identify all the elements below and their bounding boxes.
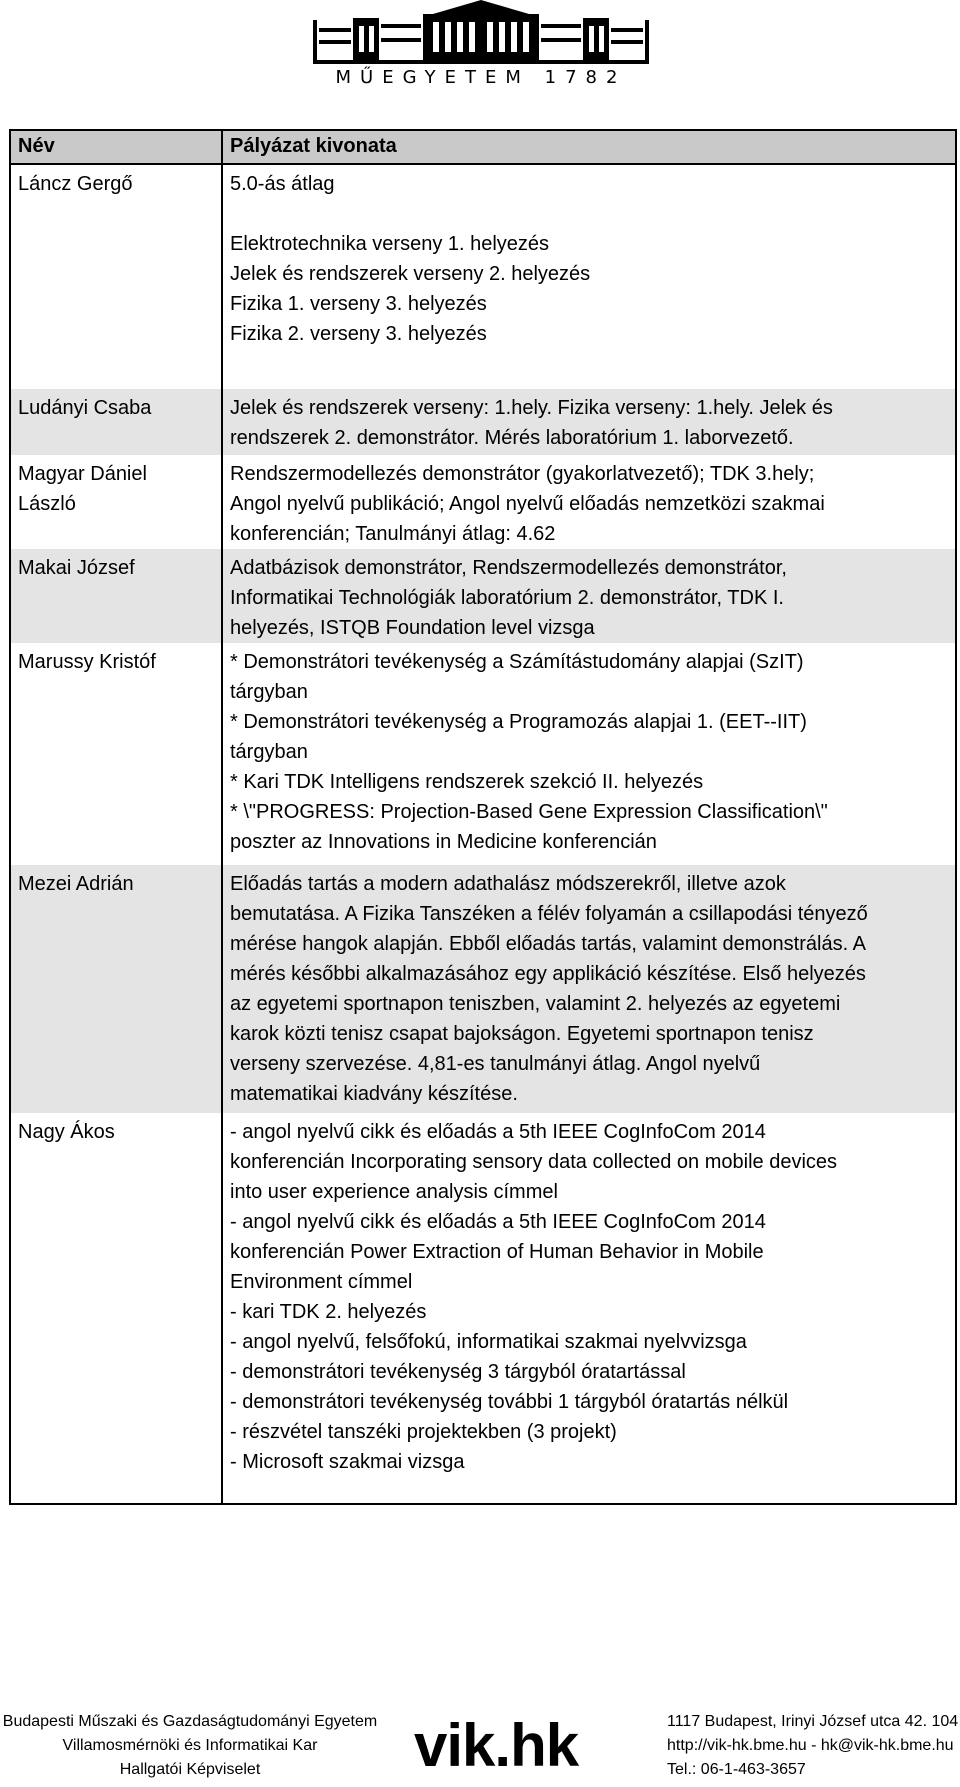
footer: [0, 1710, 960, 1787]
applicant-name-line: Ludányi Csaba: [18, 397, 152, 419]
summary-line: konferencián Incorporating sensory data collected on mobile devices: [230, 1151, 838, 1173]
summary-line: matematikai kiadvány készítése.: [230, 1083, 518, 1105]
summary-line: - részvétel tanszéki projektekben (3 projekt): [230, 1421, 617, 1443]
building-emblem-icon: [313, 0, 649, 66]
application-summary: [222, 643, 956, 865]
table-header-row: [10, 130, 956, 164]
summary-line: Jelek és rendszerek verseny: 1.hely. Fizika verseny: 1.hely. Jelek és: [230, 397, 833, 419]
table-row: [10, 549, 956, 643]
footer-contact: [667, 1710, 960, 1782]
applicant-name-line: László: [18, 493, 76, 515]
summary-line: - Microsoft szakmai vizsga: [230, 1451, 465, 1473]
summary-line: bemutatása. A Fizika Tanszéken a félév folyamán a csillapodási tényező: [230, 903, 868, 925]
table-row: [10, 1113, 956, 1504]
summary-line: karok közti tenisz csapat bajokságon. Egyetemi sportnapon tenisz: [230, 1023, 814, 1045]
header-summary: Pályázat kivonata: [222, 130, 956, 164]
table-row: [10, 389, 956, 455]
summary-line: konferencián; Tanulmányi átlag: 4.62: [230, 523, 556, 545]
application-summary: [222, 865, 956, 1113]
footer-logo: vik.hk: [414, 1712, 579, 1779]
summary-line: * Demonstrátori tevékenység a Programozás alapjai 1. (EET--IIT): [230, 711, 807, 733]
summary-line: - demonstrátori tevékenység 3 tárgyból óratartással: [230, 1361, 686, 1383]
summary-line: - angol nyelvű, felsőfokú, informatikai szakmai nyelvvizsga: [230, 1331, 747, 1353]
applicant-name-line: Mezei Adrián: [18, 873, 134, 895]
footer-web-email[interactable]: http://vik-hk.bme.hu - hk@vik-hk.bme.hu: [667, 1737, 954, 1754]
application-summary: [222, 455, 956, 549]
table-row: [10, 164, 956, 389]
applicant-name: [10, 1113, 222, 1504]
application-summary: [222, 164, 956, 389]
summary-line: * \"PROGRESS: Projection-Based Gene Expression Classification\": [230, 801, 828, 823]
summary-line: az egyetemi sportnapon teniszben, valamint 2. helyezés az egyetemi: [230, 993, 841, 1015]
logo-text: MŰEGYETEM 1782: [335, 67, 627, 88]
applicant-name: [10, 865, 222, 1113]
summary-line: mérés későbbi alkalmazásához egy applikáció készítése. Első helyezés: [230, 963, 866, 985]
summary-line: - kari TDK 2. helyezés: [230, 1301, 427, 1323]
applicant-name: [10, 164, 222, 389]
summary-line: Elektrotechnika verseny 1. helyezés: [230, 233, 550, 255]
summary-line: konferencián Power Extraction of Human Behavior in Mobile: [230, 1241, 764, 1263]
summary-line: * Kari TDK Intelligens rendszerek szekció II. helyezés: [230, 771, 704, 793]
summary-line: tárgyban: [230, 741, 308, 763]
footer-institution-line: Hallgatói Képviselet: [119, 1761, 261, 1778]
summary-line: tárgyban: [230, 681, 308, 703]
summary-line: Előadás tartás a modern adathalász módszerekről, illetve azok: [230, 873, 786, 895]
applicant-name: [10, 643, 222, 865]
summary-line: Informatikai Technológiák laboratórium 2. demonstrátor, TDK I.: [230, 587, 784, 609]
summary-line: helyezés, ISTQB Foundation level vizsga: [230, 617, 595, 639]
footer-phone: Tel.: 06-1-463-3657: [667, 1761, 806, 1778]
application-summary: [222, 1113, 956, 1504]
summary-line: [230, 199, 955, 229]
summary-line: verseny szervezése. 4,81-es tanulmányi átlag. Angol nyelvű: [230, 1053, 761, 1075]
applicant-name-line: Marussy Kristóf: [18, 651, 156, 673]
application-summary: [222, 549, 956, 643]
table-row: [10, 455, 956, 549]
summary-line: Angol nyelvű publikáció; Angol nyelvű előadás nemzetközi szakmai: [230, 493, 825, 515]
table-row: [10, 865, 956, 1113]
applicant-name: [10, 389, 222, 455]
summary-line: rendszerek 2. demonstrátor. Mérés laboratórium 1. laborvezető.: [230, 427, 794, 449]
summary-line: poszter az Innovations in Medicine konferencián: [230, 831, 657, 853]
summary-line: - demonstrátori tevékenység további 1 tárgyból óratartás nélkül: [230, 1391, 789, 1413]
summary-line: - angol nyelvű cikk és előadás a 5th IEEE CogInfoCom 2014: [230, 1121, 766, 1143]
summary-line: Adatbázisok demonstrátor, Rendszermodellezés demonstrátor,: [230, 557, 787, 579]
summary-line: into user experience analysis címmel: [230, 1181, 558, 1203]
applicant-name-line: Nagy Ákos: [18, 1121, 115, 1143]
footer-institution-line: Budapesti Műszaki és Gazdaságtudományi Egyetem: [2, 1713, 378, 1730]
applicant-name-line: Magyar Dániel: [18, 463, 147, 485]
applicant-name: [10, 549, 222, 643]
summary-line: Jelek és rendszerek verseny 2. helyezés: [230, 263, 591, 285]
applicant-name: [10, 455, 222, 549]
summary-line: 5.0-ás átlag: [230, 173, 335, 195]
applicant-name-line: Láncz Gergő: [18, 173, 133, 195]
summary-line: mérése hangok alapján. Ebből előadás tartás, valamint demonstrálás. A: [230, 933, 866, 955]
applicant-name-line: Makai József: [18, 557, 135, 579]
footer-institution-line: Villamosmérnöki és Informatikai Kar: [62, 1737, 318, 1754]
applications-table-container: [9, 129, 955, 1505]
summary-line: * Demonstrátori tevékenység a Számítástudomány alapjai (SzIT): [230, 651, 804, 673]
applications-table: [9, 129, 957, 1505]
summary-line: Rendszermodellezés demonstrátor (gyakorlatvezető); TDK 3.hely;: [230, 463, 815, 485]
footer-institution: [0, 1710, 380, 1782]
summary-line: Fizika 1. verseny 3. helyezés: [230, 293, 487, 315]
header-name: Név: [10, 130, 222, 164]
summary-line: Fizika 2. verseny 3. helyezés: [230, 323, 487, 345]
summary-line: - angol nyelvű cikk és előadás a 5th IEEE CogInfoCom 2014: [230, 1211, 766, 1233]
table-row: [10, 643, 956, 865]
footer-address: 1117 Budapest, Irinyi József utca 42. 104: [667, 1713, 959, 1730]
table-body: [10, 130, 956, 1504]
summary-line: Environment címmel: [230, 1271, 413, 1293]
application-summary: [222, 389, 956, 455]
university-logo: [313, 0, 649, 92]
